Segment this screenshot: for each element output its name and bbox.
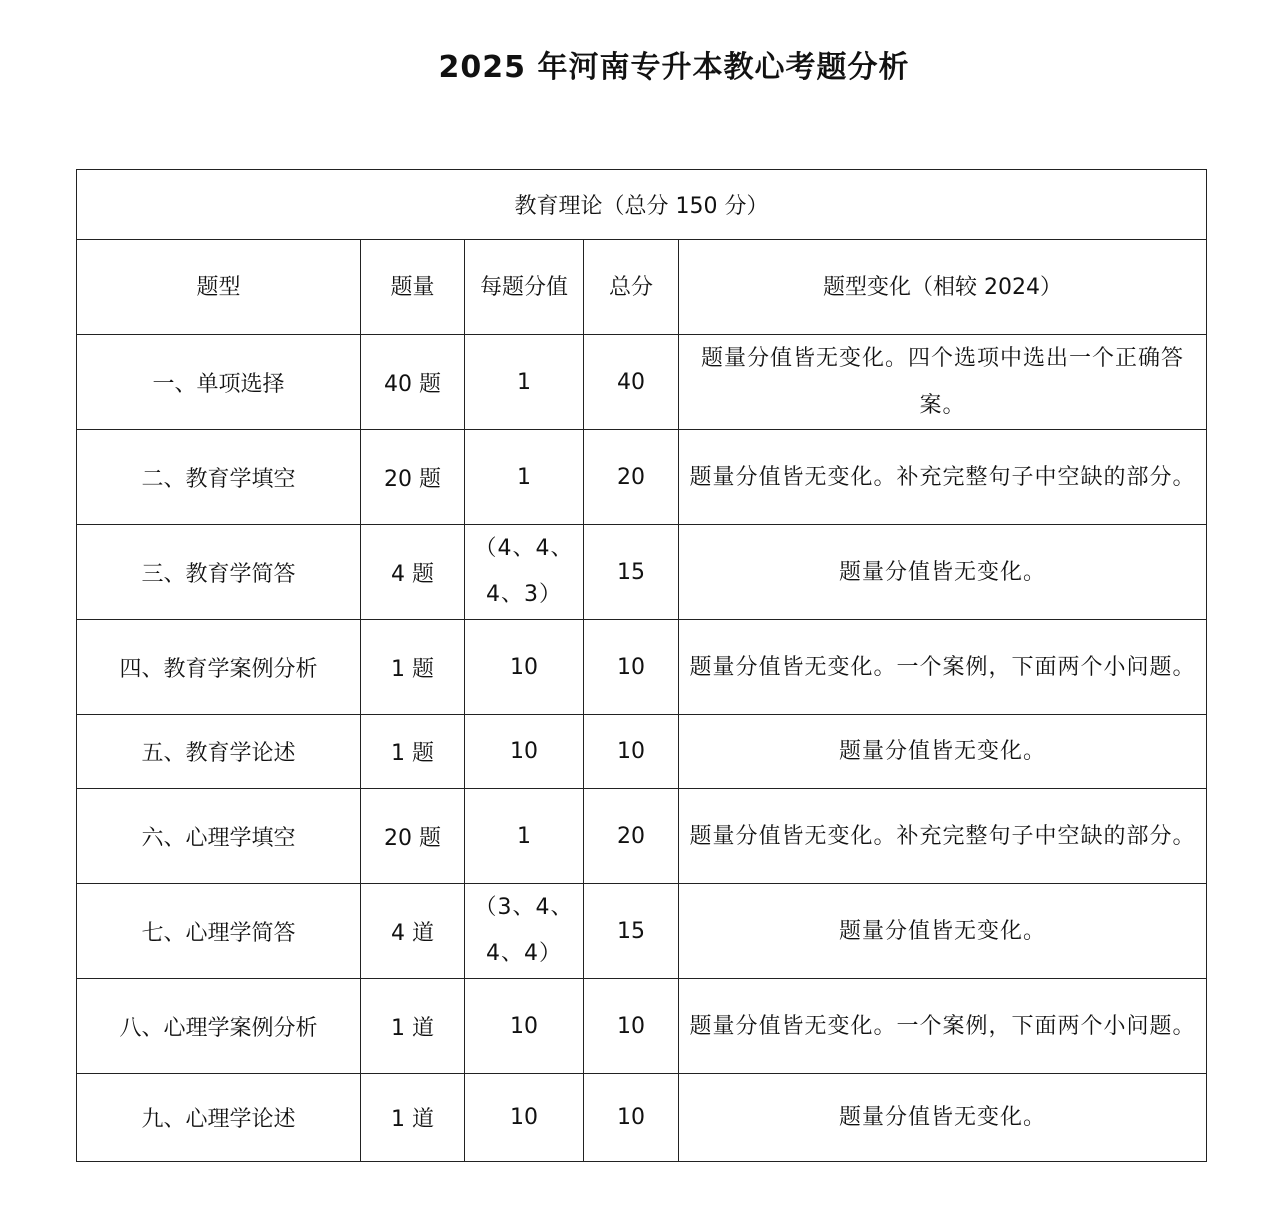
cell-per-score: （3、4、4、4） (465, 884, 584, 979)
cell-change: 题量分值皆无变化。四个选项中选出一个正确答案。 (679, 335, 1207, 430)
cell-per-score: 1 (465, 430, 584, 525)
table-row (77, 335, 1207, 430)
cell-change: 题量分值皆无变化。 (679, 525, 1207, 620)
header-change: 题型变化（相较 2024） (679, 240, 1207, 335)
cell-total: 10 (584, 715, 679, 789)
cell-total: 10 (584, 979, 679, 1074)
cell-change: 题量分值皆无变化。 (679, 884, 1207, 979)
cell-change: 题量分值皆无变化。 (679, 715, 1207, 789)
cell-count: 1 题 (361, 620, 465, 715)
table-row (77, 715, 1207, 789)
table-row (77, 430, 1207, 525)
cell-change: 题量分值皆无变化。一个案例，下面两个小问题。 (679, 979, 1207, 1074)
table-row (77, 620, 1207, 715)
cell-total: 10 (584, 620, 679, 715)
cell-type: 四、教育学案例分析 (77, 620, 361, 715)
cell-change: 题量分值皆无变化。一个案例，下面两个小问题。 (679, 620, 1207, 715)
cell-total: 15 (584, 884, 679, 979)
cell-change: 题量分值皆无变化。 (679, 1074, 1207, 1162)
cell-count: 1 道 (361, 1074, 465, 1162)
cell-change: 题量分值皆无变化。补充完整句子中空缺的部分。 (679, 789, 1207, 884)
cell-count: 20 题 (361, 789, 465, 884)
cell-type: 七、心理学简答 (77, 884, 361, 979)
cell-total: 15 (584, 525, 679, 620)
header-count: 题量 (361, 240, 465, 335)
exam-analysis-table (76, 169, 1207, 1162)
cell-count: 4 题 (361, 525, 465, 620)
table-row (77, 1074, 1207, 1162)
table-row (77, 789, 1207, 884)
cell-total: 20 (584, 789, 679, 884)
table-caption-row (77, 170, 1207, 240)
table-caption: 教育理论（总分 150 分） (77, 170, 1207, 240)
cell-per-score: 1 (465, 335, 584, 430)
cell-per-score: 10 (465, 715, 584, 789)
header-total: 总分 (584, 240, 679, 335)
cell-type: 三、教育学简答 (77, 525, 361, 620)
table-row (77, 525, 1207, 620)
cell-per-score: 10 (465, 620, 584, 715)
cell-per-score: 1 (465, 789, 584, 884)
cell-total: 40 (584, 335, 679, 430)
table-row (77, 979, 1207, 1074)
cell-type: 八、心理学案例分析 (77, 979, 361, 1074)
cell-per-score: 10 (465, 979, 584, 1074)
cell-count: 4 道 (361, 884, 465, 979)
cell-per-score: （4、4、4、3） (465, 525, 584, 620)
cell-total: 10 (584, 1074, 679, 1162)
cell-type: 五、教育学论述 (77, 715, 361, 789)
cell-count: 1 题 (361, 715, 465, 789)
cell-count: 20 题 (361, 430, 465, 525)
table-row (77, 884, 1207, 979)
cell-count: 1 道 (361, 979, 465, 1074)
cell-change: 题量分值皆无变化。补充完整句子中空缺的部分。 (679, 430, 1207, 525)
cell-type: 一、单项选择 (77, 335, 361, 430)
header-per-score: 每题分值 (465, 240, 584, 335)
cell-type: 二、教育学填空 (77, 430, 361, 525)
cell-type: 九、心理学论述 (77, 1074, 361, 1162)
cell-type: 六、心理学填空 (77, 789, 361, 884)
header-type: 题型 (77, 240, 361, 335)
cell-per-score: 10 (465, 1074, 584, 1162)
table-header-row (77, 240, 1207, 335)
page-title: 2025 年河南专升本教心考题分析 (438, 50, 910, 85)
cell-total: 20 (584, 430, 679, 525)
cell-count: 40 题 (361, 335, 465, 430)
